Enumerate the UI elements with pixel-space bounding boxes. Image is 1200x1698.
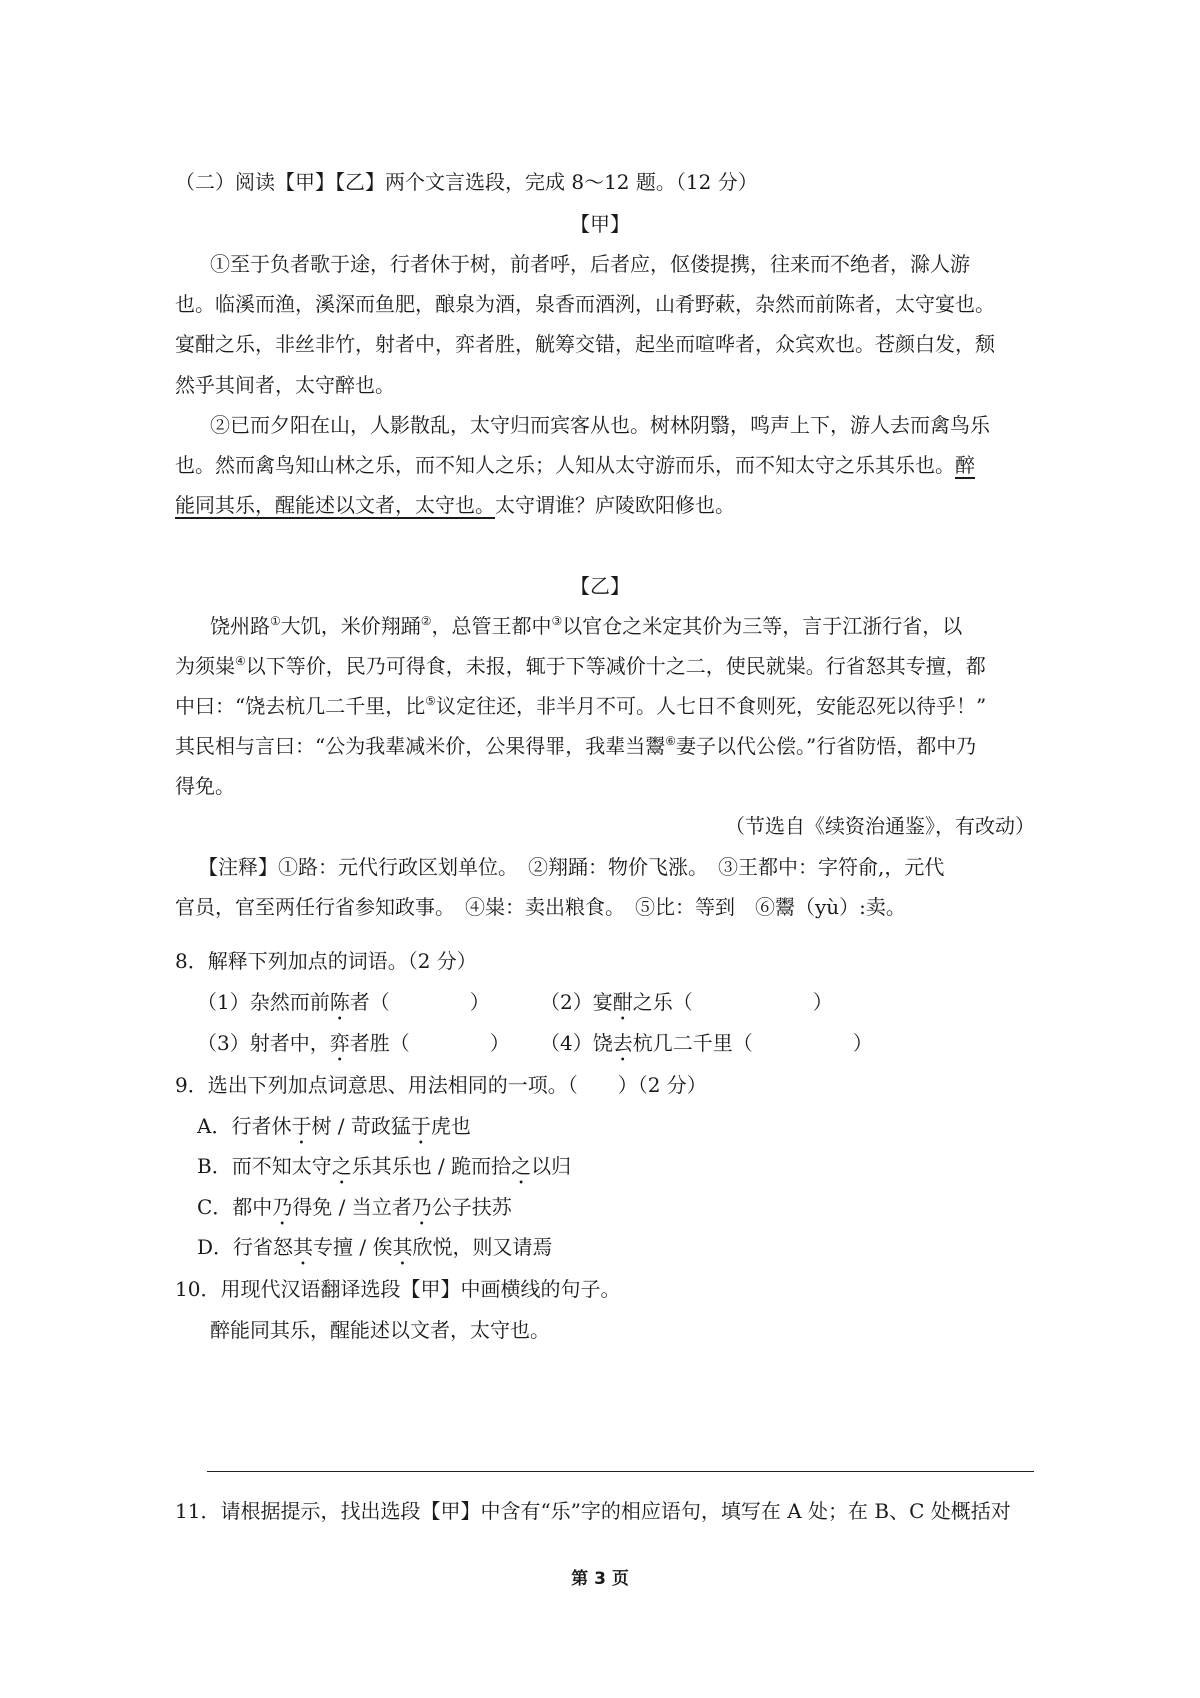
text: 妻子以代公偿。”行省防悟，都中乃 [676, 734, 977, 758]
text: 议定往还，非半月不可。人七日不食则死，安能忍死以待乎！” [436, 694, 987, 718]
dotted-word: 于 [291, 1114, 312, 1138]
text: （2）宴 [540, 990, 613, 1014]
question-9-stem: 9．选出下列加点词意思、用法相同的一项。（ ）（2 分） [175, 1073, 707, 1097]
text: B．而不知太守 [197, 1154, 332, 1178]
text: 中曰：“饶去杭几二千里，比 [175, 694, 426, 718]
question-9-option-a [197, 1112, 997, 1149]
dotted-word: 其 [392, 1235, 413, 1259]
passage-jia-line: 也。临溪而渔，溪深而鱼肥，酿泉为酒，泉香而酒洌，山肴野蔌，杂然而前陈者，太守宴也。 [175, 292, 995, 316]
annotation-line: 【注释】①路：元代行政区划单位。 ②翔踊：物价飞涨。 ③王都中：字符俞,，元代 [198, 855, 945, 879]
text: 以官仓之米定其价为三等，言于江浙行省，以 [562, 614, 963, 638]
text: 以下等价，民乃可得食，未报，辄于下等减价十之二，使民就粜。行省怒其专擅，都 [245, 654, 986, 678]
text: 也。然而禽鸟知山林之乐，而不知人之乐；人知从太守游而乐，而不知太守之乐其乐也。 [175, 453, 955, 477]
text: 大饥，米价翔踊 [280, 614, 421, 638]
dotted-word: 乃 [411, 1195, 432, 1219]
question-8-item [197, 1029, 527, 1066]
dotted-word: 去 [612, 1031, 633, 1055]
dotted-word: 之 [331, 1154, 352, 1178]
passage-yi-title: 【乙】 [570, 574, 630, 598]
text: 树 / 苛政猛 [311, 1114, 411, 1138]
passage-jia-line: ②已而夕阳在山，人影散乱，太守归而宾客从也。树林阴翳，鸣声上下，游人去而禽鸟乐 [210, 413, 990, 437]
section-heading: （二）阅读【甲】【乙】两个文言选段，完成 8～12 题。（12 分） [175, 170, 758, 194]
dotted-word: 弈 [329, 1031, 350, 1055]
passage-jia-line: 宴酣之乐，非丝非竹，射者中，弈者胜，觥筹交错，起坐而喧哗者，众宾欢也。苍颜白发，颓 [175, 332, 995, 356]
passage-jia-line: ①至于负者歌于途，行者休于树，前者呼，后者应，伛偻提携，往来而不绝者，滁人游 [210, 252, 970, 276]
text: 乐其乐也 / 跪而拾 [351, 1154, 512, 1178]
text: C．都中 [197, 1195, 273, 1219]
text: 得免 / 当立者 [292, 1195, 412, 1219]
text: 虎也 [430, 1114, 471, 1138]
passage-yi-line [210, 612, 1040, 640]
question-8-item [540, 1029, 980, 1066]
footnote-marker: ③ [551, 614, 563, 628]
dotted-word: 其 [293, 1235, 314, 1259]
dotted-word: 于 [410, 1114, 431, 1138]
passage-source: （节选自《续资治通鉴》，有改动） [725, 814, 1035, 838]
text: 其民相与言曰：“公为我辈减米价，公果得罪，我辈当鬻 [175, 734, 666, 758]
passage-yi-line: 得免。 [175, 774, 235, 798]
text: 以归 [531, 1154, 572, 1178]
passage-jia-line [175, 491, 1035, 519]
passage-yi-line [175, 652, 1035, 680]
text: （4）饶 [540, 1031, 613, 1055]
question-8-item [540, 988, 980, 1025]
passage-jia-line: 然乎其间者，太守醉也。 [175, 373, 395, 397]
passage-jia-title: 【甲】 [570, 212, 630, 236]
dotted-word: 陈 [329, 990, 350, 1014]
text: 欣悦，则又请焉 [412, 1235, 553, 1259]
passage-yi-line [175, 732, 1035, 760]
annotation-line: 官员，官至两任行省参知政事。 ④粜：卖出粮食。 ⑤比：等到 ⑥鬻（yù）:卖。 [175, 895, 906, 919]
text: （1）杂然而前 [197, 990, 330, 1014]
question-10-sentence: 醉能同其乐，醒能述以文者，太守也。 [210, 1318, 550, 1342]
dotted-word: 乃 [272, 1195, 293, 1219]
text: 者（ ） [349, 990, 490, 1014]
question-9-option-b [197, 1152, 997, 1189]
text: 饶州路 [210, 614, 270, 638]
footnote-marker: ⑤ [425, 694, 436, 708]
text: 公子扶苏 [431, 1195, 512, 1219]
dotted-word: 酣 [612, 990, 633, 1014]
text: A．行者休 [197, 1114, 292, 1138]
passage-jia-line [175, 451, 1035, 479]
footnote-marker: ④ [235, 654, 246, 668]
question-10-stem: 10．用现代汉语翻译选段【甲】中画横线的句子。 [175, 1277, 621, 1301]
text: 太守谓谁？庐陵欧阳修也。 [495, 493, 735, 517]
text: （3）射者中， [197, 1031, 330, 1055]
text: 者胜（ ） [349, 1031, 510, 1055]
dotted-word: 之 [511, 1154, 532, 1178]
underlined-sentence: 醉 [955, 453, 975, 477]
answer-line [207, 1471, 1034, 1472]
passage-yi-line [175, 692, 1035, 720]
question-9-option-d [197, 1233, 997, 1270]
question-8-stem: 8．解释下列加点的词语。（2 分） [175, 949, 477, 973]
text: 杭几二千里（ ） [632, 1031, 873, 1055]
text: D．行省怒 [197, 1235, 294, 1259]
question-9-option-c [197, 1193, 997, 1230]
question-11-stem: 11．请根据提示，找出选段【甲】中含有“乐”字的相应语句，填写在 A 处；在 B、C 处概括对 [175, 1499, 1011, 1523]
text: 之乐（ ） [632, 990, 833, 1014]
page-number: 第 3 页 [571, 1569, 629, 1589]
footnote-marker: ② [420, 614, 432, 628]
question-8-item [197, 988, 527, 1025]
footnote-marker: ① [270, 614, 281, 628]
text: 专擅 / 俟 [313, 1235, 393, 1259]
underlined-sentence: 能同其乐，醒能述以文者，太守也。 [175, 493, 495, 517]
text: 为须粜 [175, 654, 235, 678]
text: ，总管王都中 [431, 614, 552, 638]
footnote-marker: ⑥ [665, 734, 676, 748]
